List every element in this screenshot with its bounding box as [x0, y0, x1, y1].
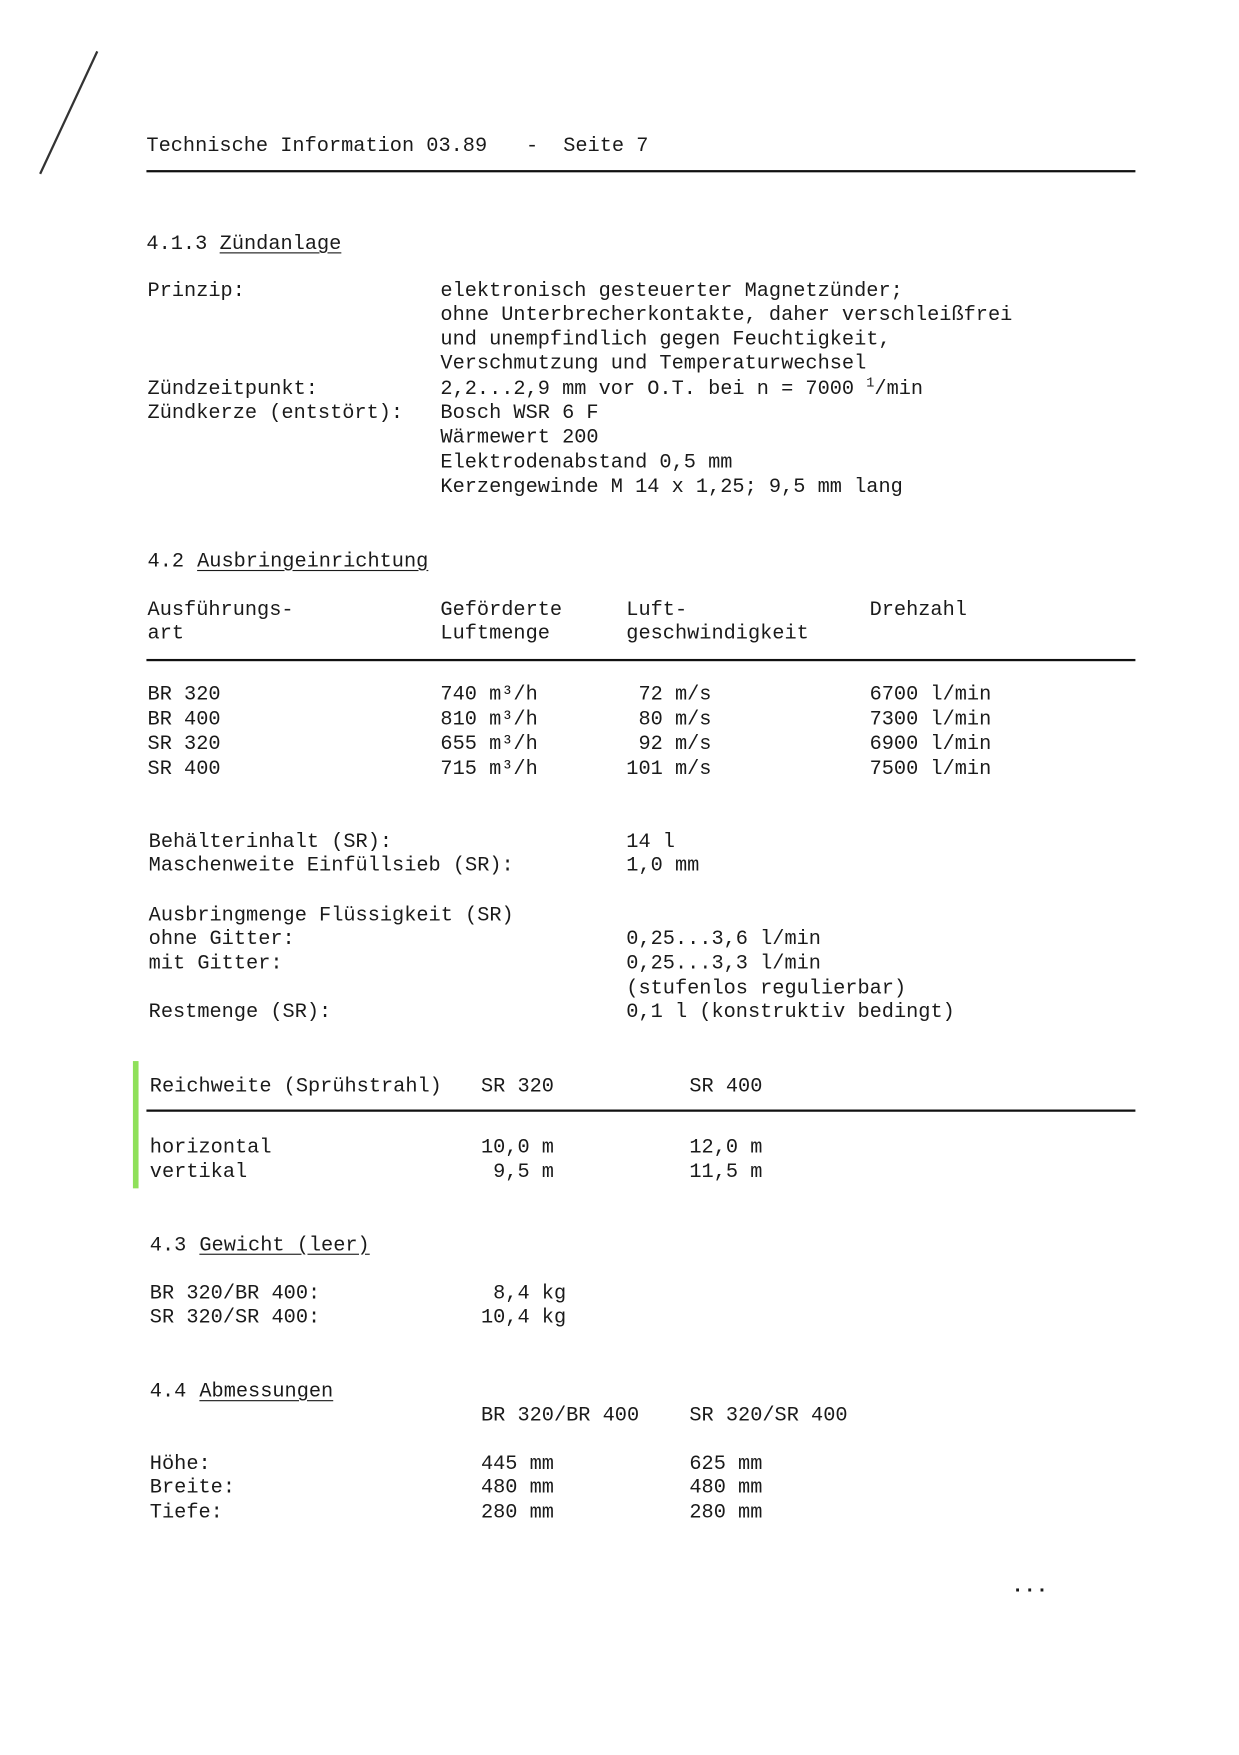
table-cell: 80 m/s: [626, 708, 712, 732]
value: 1,0 mm: [626, 854, 700, 878]
table-cell: 810 m³/h: [440, 708, 538, 732]
value: 280 mm: [480, 1501, 554, 1525]
table-rule: [146, 659, 1135, 661]
table-cell: 6900 l/min: [869, 733, 992, 756]
column-header: art: [147, 622, 185, 646]
value: 0,25...3,6 l/min: [626, 928, 821, 951]
header-rule: [146, 170, 1135, 172]
value-line: ohne Unterbrecherkontakte, daher verschleißfrei: [440, 304, 1013, 327]
label: Ausbringmenge Flüssigkeit (SR): [148, 904, 514, 928]
label: Zündkerze (entstört):: [147, 402, 404, 425]
label: Tiefe:: [149, 1501, 223, 1525]
table-cell: 92 m/s: [626, 733, 712, 756]
value-line: Kerzengewinde M 14 x 1,25; 9,5 mm lang: [440, 476, 903, 499]
value: 8,4 kg: [480, 1282, 567, 1306]
column-header: geschwindigkeit: [626, 622, 809, 646]
label: Breite:: [149, 1476, 235, 1500]
column-header: Ausführungs-: [147, 599, 294, 622]
table-cell: 72 m/s: [626, 683, 712, 707]
label: Höhe:: [149, 1453, 211, 1476]
zzp-value: 2,2...2,9 mm vor O.T. bei n = 7000: [440, 378, 855, 401]
label: horizontal: [149, 1136, 272, 1160]
header-page: Seite 7: [563, 135, 649, 158]
table-cell: 101 m/s: [626, 758, 712, 781]
table-cell: SR 320: [147, 733, 221, 756]
table-cell: BR 400: [147, 708, 221, 732]
value: 12,0 m: [689, 1136, 763, 1160]
value: 445 mm: [480, 1453, 554, 1476]
table-cell: 6700 l/min: [869, 683, 992, 707]
value: 9,5 m: [480, 1161, 554, 1184]
column-header: SR 320/SR 400: [689, 1404, 848, 1428]
value: 10,4 kg: [480, 1306, 567, 1330]
header-separator: -: [526, 135, 539, 158]
section-title: Abmessungen: [199, 1380, 334, 1404]
column-header: BR 320/BR 400: [480, 1404, 640, 1428]
label: Prinzip:: [147, 280, 245, 304]
section-number: 4.4: [149, 1380, 187, 1404]
value: 10,0 m: [480, 1136, 554, 1160]
value: 625 mm: [689, 1453, 763, 1476]
section-title: Zündanlage: [219, 233, 342, 256]
column-header: SR 320: [480, 1075, 554, 1099]
section-title: Ausbringeinrichtung: [197, 550, 429, 574]
value: 0,1 l (konstruktiv bedingt): [626, 1001, 955, 1024]
table-cell: 715 m³/h: [440, 758, 538, 781]
value: (stufenlos regulierbar): [626, 977, 907, 1001]
value: 0,25...3,3 l/min: [626, 952, 821, 976]
value-line: elektronisch gesteuerter Magnetzünder;: [440, 280, 903, 304]
value: 480 mm: [480, 1476, 554, 1500]
label: vertikal: [149, 1161, 248, 1184]
pen-stroke-mark: [39, 51, 98, 174]
column-header: Reichweite (Sprühstrahl): [149, 1075, 442, 1099]
table-cell: 655 m³/h: [440, 733, 538, 756]
zzp-sup: 1: [866, 375, 875, 391]
section-number: 4.2: [147, 550, 185, 574]
column-header: SR 400: [689, 1075, 763, 1099]
header-title: Technische Information 03.89: [146, 135, 488, 158]
table-cell: BR 320: [147, 683, 221, 707]
label: Restmenge (SR):: [148, 1001, 332, 1024]
table-rule: [146, 1110, 1135, 1112]
value-line: und unempfindlich gegen Feuchtigkeit,: [440, 328, 891, 352]
label: SR 320/SR 400:: [149, 1306, 321, 1330]
value: 280 mm: [689, 1501, 763, 1525]
value: 14 l: [626, 831, 675, 854]
label: Maschenweite Einfüllsieb (SR):: [148, 854, 514, 878]
section-number: 4.3: [149, 1234, 187, 1258]
table-cell: 7500 l/min: [869, 758, 992, 781]
highlight-bar: [133, 1061, 139, 1188]
label: Zündzeitpunkt:: [147, 378, 318, 401]
section-number: 4.1.3: [146, 233, 208, 256]
value-line: [440, 377, 923, 402]
column-header: Luftmenge: [440, 622, 550, 646]
value: 480 mm: [689, 1476, 763, 1500]
section-title: Gewicht (leer): [199, 1234, 370, 1258]
label: ohne Gitter:: [148, 928, 295, 951]
value-line: Verschmutzung und Temperaturwechsel: [440, 352, 867, 376]
label: mit Gitter:: [148, 952, 283, 976]
zzp-unit: /min: [874, 378, 924, 401]
value: 11,5 m: [689, 1161, 763, 1184]
column-header: Geförderte: [440, 599, 563, 622]
column-header: Drehzahl: [869, 599, 967, 622]
value-line: Wärmewert 200: [440, 426, 599, 450]
table-cell: SR 400: [147, 758, 221, 781]
value-line: Elektrodenabstand 0,5 mm: [440, 451, 733, 475]
continuation-mark: ...: [1011, 1575, 1049, 1599]
column-header: Luft-: [626, 599, 688, 622]
value-line: Bosch WSR 6 F: [440, 402, 599, 425]
label: Behälterinhalt (SR):: [148, 831, 393, 854]
label: BR 320/BR 400:: [149, 1282, 321, 1306]
table-cell: 740 m³/h: [440, 683, 538, 707]
table-cell: 7300 l/min: [869, 708, 992, 732]
